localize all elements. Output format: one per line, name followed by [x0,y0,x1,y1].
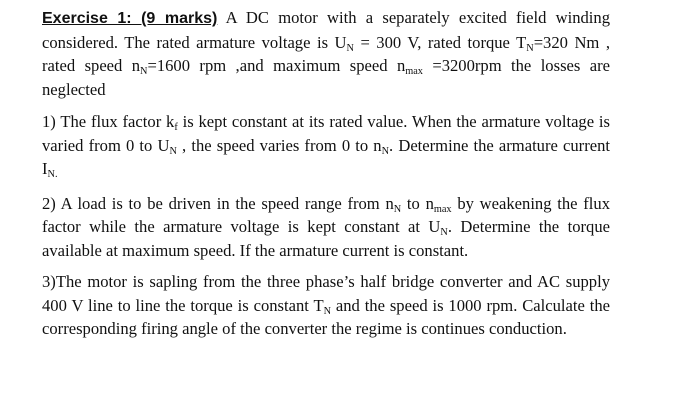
question-text: 2) A load is to be driven in the speed range from n [42,193,394,213]
exercise-heading: Exercise 1: (9 marks) [42,10,218,27]
subscript: N. [47,168,58,180]
question-2-paragraph [42,192,610,263]
subscript: N [440,226,448,238]
subscript: N [393,203,402,215]
subscript: N [169,145,177,157]
intro-text: =320 Nm , rated speed n [42,32,610,75]
question-text: to n [401,193,434,213]
question-text: is kept constant at its rated value. When the armature voltage is varied from 0 to U [42,112,610,155]
intro-text: =3200rpm the losses are neglected [42,56,611,99]
subscript: f [174,121,178,133]
subscript: N [526,42,534,54]
subscript: N [323,305,332,317]
question-3-paragraph [42,270,610,341]
subscript: N [140,65,148,77]
subscript: max [433,203,452,215]
intro-text: =1600 rpm ,and maximum speed n [147,56,406,75]
question-text: . Determine the armature current I [42,135,610,178]
question-text: 1) The flux factor k [42,112,175,131]
intro-text: A DC motor with a separately excited field winding considered. The rated armature voltage is U [42,8,610,52]
question-text: 3)The motor is sapling from the three phase’s half bridge converter and AC supply 400 V line to line the torque is constant T [42,272,610,315]
subscript: N [346,42,354,54]
intro-text: = 300 V, rated torque T [353,32,527,52]
exercise-document [42,6,610,341]
question-text: . Determine the torque available at maximum speed. If the armature current is constant. [42,217,610,260]
question-1-paragraph [42,110,610,181]
question-text: , the speed varies from 0 to n [176,135,382,155]
exercise-intro-paragraph [42,6,610,101]
question-text: and the speed is 1000 rpm. Calculate the corresponding firing angle of the converter the regime is continues conduction. [42,295,610,338]
subscript: max [405,65,423,77]
question-text: by weakening the flux factor while the armature voltage is kept constant at U [42,193,610,236]
subscript: N [381,145,390,157]
